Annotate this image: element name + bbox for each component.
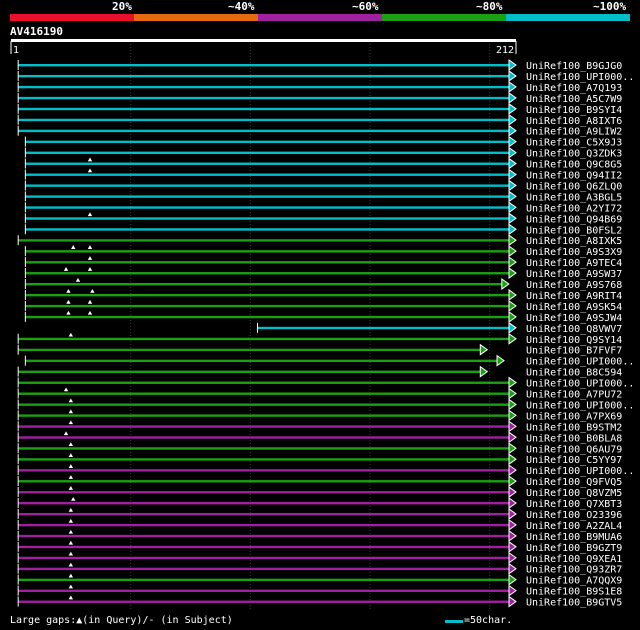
hit-label: UniRef100_B8C594 <box>526 367 623 379</box>
hit-bar <box>18 502 510 504</box>
hit-end-arrow <box>509 202 516 212</box>
hit-bar <box>18 75 510 77</box>
query-gap-marker <box>69 596 73 600</box>
hit-end-arrow <box>509 224 516 234</box>
hit-bar <box>258 327 510 329</box>
hit-label: UniRef100_A9S3X9 <box>526 247 623 259</box>
hit-bar <box>18 403 510 405</box>
hit-end-arrow <box>509 334 516 344</box>
hit-label: UniRef100_B9S1E8 <box>526 586 623 598</box>
legend-label-80: ~80% <box>476 0 503 13</box>
hit-bar <box>25 163 510 165</box>
hit-label: UniRef100_UPI000.. <box>526 378 635 390</box>
hit-end-arrow <box>509 301 516 311</box>
hit-label: UniRef100_UPI000.. <box>526 71 635 83</box>
hit-label: UniRef100_B9SYI4 <box>526 104 623 116</box>
hit-end-arrow <box>509 104 516 114</box>
hit-label: UniRef100_A9S768 <box>526 280 623 291</box>
hit-bar <box>25 316 510 318</box>
hit-bar <box>18 414 510 416</box>
hit-end-arrow <box>509 520 516 530</box>
hit-bar <box>25 195 510 197</box>
hit-end-arrow <box>509 257 516 267</box>
query-end-label: 212 <box>495 45 514 56</box>
hit-label: UniRef100_Q7XBT3 <box>526 499 623 510</box>
query-gap-marker <box>69 442 73 446</box>
scale-legend: =50char. <box>464 615 513 626</box>
hit-end-arrow <box>497 356 504 366</box>
query-gap-marker <box>69 486 73 490</box>
scale-swatch <box>445 620 463 623</box>
hit-bar <box>18 557 510 559</box>
hit-label: UniRef100_A9TEC4 <box>526 258 623 270</box>
hit-label: UniRef100_Q3ZDK3 <box>526 148 623 160</box>
hit-end-arrow <box>509 115 516 125</box>
hit-bar <box>25 206 510 208</box>
hit-label: UniRef100_B0BLA8 <box>526 433 623 445</box>
query-gap-marker <box>69 530 73 534</box>
hit-bar <box>18 480 510 482</box>
hit-label: UniRef100_A9LIW2 <box>526 126 623 138</box>
query-gap-marker <box>69 453 73 457</box>
large-gaps-legend: Large gaps:▲(in Query)/- (in Subject) <box>10 615 233 626</box>
query-gap-marker <box>88 212 92 216</box>
hit-bar <box>25 294 510 296</box>
hit-label: UniRef100_A9SJW4 <box>526 312 623 324</box>
hit-end-arrow <box>509 159 516 169</box>
hit-bar <box>18 382 510 384</box>
hit-bar <box>18 579 510 581</box>
hit-label: UniRef100_A8IXK5 <box>526 236 623 248</box>
hit-end-arrow <box>509 82 516 92</box>
hit-label: UniRef100_A7Q193 <box>526 82 623 94</box>
hit-label: UniRef100_Q94II2 <box>526 170 623 182</box>
hit-end-arrow <box>509 586 516 596</box>
legend-label-60: ~60% <box>352 0 379 13</box>
hit-end-arrow <box>509 246 516 256</box>
hit-bar <box>18 546 510 548</box>
hit-bar <box>18 469 510 471</box>
hit-label: UniRef100_A9SK54 <box>526 301 623 313</box>
hit-end-arrow <box>509 378 516 388</box>
query-gap-marker <box>69 519 73 523</box>
query-gap-marker <box>69 508 73 512</box>
hit-label: UniRef100_Q9XEA1 <box>526 553 623 565</box>
hit-bar <box>18 601 510 603</box>
hit-bar <box>18 447 510 449</box>
hit-label: UniRef100_A7PU72 <box>526 389 623 401</box>
hit-end-arrow <box>509 399 516 409</box>
hit-bar <box>18 349 481 351</box>
hit-end-arrow <box>480 345 487 355</box>
hit-bar <box>25 360 498 362</box>
query-gap-marker <box>66 300 70 304</box>
hit-label: UniRef100_UPI000.. <box>526 466 635 478</box>
hit-bar <box>25 305 510 307</box>
hit-bar <box>18 393 510 395</box>
query-gap-marker <box>69 475 73 479</box>
hit-label: UniRef100_B9STM2 <box>526 422 623 434</box>
query-gap-marker <box>88 311 92 315</box>
hit-end-arrow <box>509 235 516 245</box>
query-gap-marker <box>69 333 73 337</box>
hit-bar <box>18 371 481 373</box>
query-gap-marker <box>64 388 68 392</box>
hit-end-arrow <box>509 312 516 322</box>
hit-label: UniRef100_A3BGL5 <box>526 192 623 204</box>
query-gap-marker <box>64 431 68 435</box>
hit-bar <box>25 261 510 263</box>
hit-end-arrow <box>509 443 516 453</box>
hit-bar <box>25 217 510 219</box>
hit-label: UniRef100_UPI000.. <box>526 356 635 368</box>
hit-label: UniRef100_O23396 <box>526 509 623 521</box>
hit-end-arrow <box>509 575 516 585</box>
hit-label: UniRef100_Q9SY14 <box>526 334 623 346</box>
query-gap-marker <box>69 409 73 413</box>
hit-label: UniRef100_Q6AU79 <box>526 444 623 456</box>
hit-bar <box>18 108 510 110</box>
hit-bar <box>18 524 510 526</box>
hit-label: UniRef100_Q93ZR7 <box>526 564 623 576</box>
legend-label-100: ~100% <box>593 0 627 13</box>
legend-label-40: ~40% <box>228 0 255 13</box>
hit-bar <box>18 513 510 515</box>
hit-bar <box>18 130 510 132</box>
hit-label: UniRef100_C5X9J3 <box>526 137 623 149</box>
query-gap-marker <box>69 464 73 468</box>
hit-end-arrow <box>509 191 516 201</box>
query-start-label: 1 <box>13 45 20 56</box>
hit-bar <box>18 568 510 570</box>
hit-end-arrow <box>509 137 516 147</box>
query-gap-marker <box>69 541 73 545</box>
hit-end-arrow <box>509 421 516 431</box>
hit-bar <box>18 590 510 592</box>
query-gap-marker <box>69 574 73 578</box>
hit-bar <box>25 228 510 230</box>
query-gap-marker <box>69 398 73 402</box>
hit-bar <box>25 250 510 252</box>
hit-end-arrow <box>509 126 516 136</box>
hit-label: UniRef100_Q9C8G5 <box>526 159 623 171</box>
hit-end-arrow <box>509 323 516 333</box>
hit-bar <box>18 119 510 121</box>
hit-label: UniRef100_B7FVF7 <box>526 345 623 357</box>
hit-bar <box>18 86 510 88</box>
hit-label: UniRef100_B9GZT9 <box>526 542 623 554</box>
hit-label: UniRef100_A8IXT6 <box>526 115 623 127</box>
query-gap-marker <box>88 300 92 304</box>
hit-end-arrow <box>509 542 516 552</box>
hit-bar <box>18 97 510 99</box>
hit-label: UniRef100_Q6ZLQ0 <box>526 181 623 193</box>
query-gap-marker <box>69 585 73 589</box>
hit-bar <box>25 152 510 154</box>
hit-end-arrow <box>509 170 516 180</box>
hit-label: UniRef100_Q94B69 <box>526 214 623 226</box>
query-gap-marker <box>69 552 73 556</box>
query-gap-marker <box>88 267 92 271</box>
hit-end-arrow <box>509 498 516 508</box>
hit-label: UniRef100_A2YI72 <box>526 203 623 215</box>
hit-bar <box>25 141 510 143</box>
hit-bar <box>18 535 510 537</box>
hit-end-arrow <box>502 279 509 289</box>
hit-label: UniRef100_B9GJG0 <box>526 61 623 72</box>
hit-bar <box>25 283 502 285</box>
query-gap-marker <box>66 289 70 293</box>
hit-end-arrow <box>509 60 516 70</box>
hit-end-arrow <box>509 290 516 300</box>
query-gap-marker <box>90 289 94 293</box>
hit-bar <box>25 272 510 274</box>
hit-bar <box>18 491 510 493</box>
hit-label: UniRef100_B0FSL2 <box>526 225 623 237</box>
hit-end-arrow <box>509 71 516 81</box>
legend-label-20: 20% <box>112 0 132 13</box>
hit-label: UniRef100_C5YY97 <box>526 455 623 467</box>
query-gap-marker <box>66 311 70 315</box>
hit-end-arrow <box>509 148 516 158</box>
hit-bar <box>25 184 510 186</box>
hit-end-arrow <box>509 597 516 607</box>
hit-label: UniRef100_A7PX69 <box>526 411 623 423</box>
query-gap-marker <box>88 256 92 260</box>
hit-bar <box>18 64 510 66</box>
hit-end-arrow <box>509 213 516 223</box>
hit-bar <box>18 458 510 460</box>
hit-label: UniRef100_A7QQX9 <box>526 575 623 587</box>
hit-bar <box>25 174 510 176</box>
hit-label: UniRef100_Q8VWV7 <box>526 323 623 335</box>
query-gap-marker <box>88 158 92 162</box>
hit-label: UniRef100_B9MUA6 <box>526 531 623 543</box>
hit-end-arrow <box>509 553 516 563</box>
hit-end-arrow <box>509 564 516 574</box>
hit-end-arrow <box>509 180 516 190</box>
hit-end-arrow <box>509 476 516 486</box>
query-gap-marker <box>69 420 73 424</box>
hit-label: UniRef100_UPI000.. <box>526 400 635 412</box>
hit-end-arrow <box>509 389 516 399</box>
hit-bar <box>18 239 510 241</box>
hit-end-arrow <box>509 432 516 442</box>
query-gap-marker <box>76 278 80 282</box>
hit-end-arrow <box>509 454 516 464</box>
hit-end-arrow <box>509 465 516 475</box>
hit-end-arrow <box>480 367 487 377</box>
hit-end-arrow <box>509 509 516 519</box>
query-gap-marker <box>69 563 73 567</box>
hit-label: UniRef100_Q8VZM5 <box>526 488 623 500</box>
hit-bar <box>18 425 510 427</box>
query-gap-marker <box>88 245 92 249</box>
hit-label: UniRef100_A9RIT4 <box>526 290 623 302</box>
hit-end-arrow <box>509 487 516 497</box>
query-gap-marker <box>71 245 75 249</box>
hit-label: UniRef100_A9SW37 <box>526 269 623 281</box>
query-gap-marker <box>64 267 68 271</box>
query-gap-marker <box>88 169 92 173</box>
hit-label: UniRef100_Q9FVQ5 <box>526 477 623 489</box>
hit-end-arrow <box>509 268 516 278</box>
hit-label: UniRef100_B9GTV5 <box>526 597 623 609</box>
query-gap-marker <box>71 497 75 501</box>
hit-bar <box>18 436 510 438</box>
hit-bar <box>18 338 510 340</box>
hit-end-arrow <box>509 531 516 541</box>
hit-end-arrow <box>509 410 516 420</box>
hit-label: UniRef100_A2ZAL4 <box>526 520 623 532</box>
query-name: AV416190 <box>10 25 63 38</box>
hit-label: UniRef100_A5C7W9 <box>526 93 623 105</box>
hit-end-arrow <box>509 93 516 103</box>
